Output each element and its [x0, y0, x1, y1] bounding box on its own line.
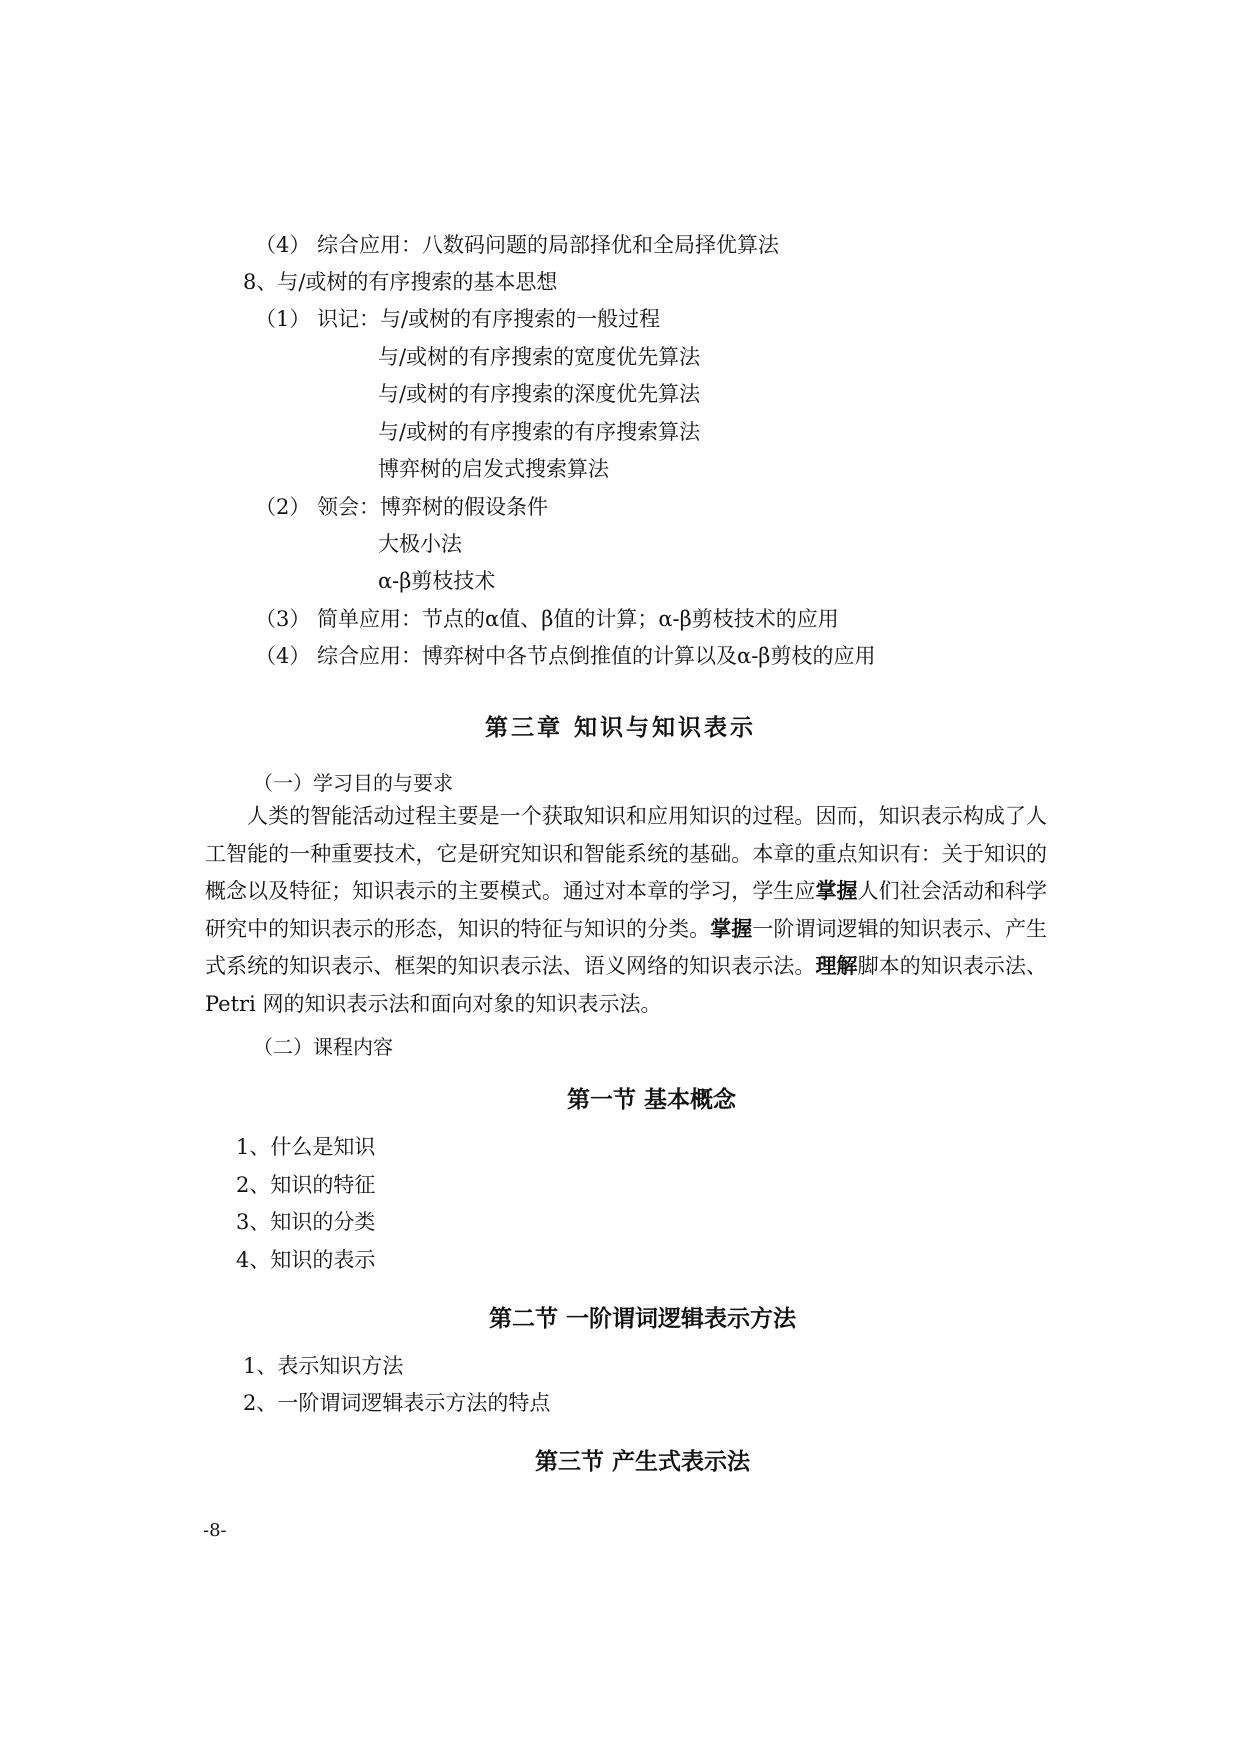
list-line: 与/或树的有序搜索的宽度优先算法	[378, 345, 701, 369]
list-line: （3） 简单应用：节点的α值、β值的计算；α-β剪枝技术的应用	[255, 607, 839, 631]
list-line: （4） 综合应用：八数码问题的局部择优和全局择优算法	[255, 233, 780, 257]
list-line: （1） 识记：与/或树的有序搜索的一般过程	[255, 307, 661, 331]
list-item: 3、知识的分类	[236, 1210, 376, 1234]
list-item: 2、知识的特征	[236, 1173, 376, 1197]
section-title: 第一节 基本概念	[566, 1086, 736, 1113]
list-line: 8、与/或树的有序搜索的基本思想	[243, 270, 558, 294]
subheading-content: （二）课程内容	[253, 1035, 393, 1059]
page-number: -8-	[203, 1520, 227, 1541]
intro-paragraph	[205, 798, 1047, 1024]
paragraph-text: 脚本的知识表示法、Petri 网的知识表示法和面向对象的知识表示法。	[205, 954, 1048, 1016]
list-line: 博弈树的启发式搜索算法	[378, 457, 609, 481]
list-line: 大极小法	[378, 532, 462, 556]
emphasis-master: 掌握	[710, 916, 753, 941]
subheading-goals: （一）学习目的与要求	[253, 771, 453, 795]
list-line: （2） 领会：博弈树的假设条件	[255, 495, 549, 519]
emphasis-understand: 理解	[815, 954, 858, 979]
emphasis-master: 掌握	[815, 879, 858, 904]
list-line: α-β剪枝技术	[378, 569, 496, 593]
list-item: 1、什么是知识	[236, 1135, 376, 1159]
list-item: 2、一阶谓词逻辑表示方法的特点	[243, 1391, 551, 1415]
section-title: 第二节 一阶谓词逻辑表示方法	[488, 1305, 796, 1332]
section-title: 第三节 产生式表示法	[534, 1448, 750, 1475]
paragraph-text: 人们社会活动和科学研究中的知识表示的形态，知识的特征与知识的分类。	[205, 879, 1048, 941]
list-line: 与/或树的有序搜索的深度优先算法	[378, 382, 701, 406]
list-item: 4、知识的表示	[236, 1248, 376, 1272]
paragraph-text: 一阶谓词逻辑的知识表示、产生式系统的知识表示、框架的知识表示法、语义网络的知识表示法。	[205, 916, 1048, 979]
chapter-title: 第三章 知识与知识表示	[484, 714, 756, 741]
list-line: （4） 综合应用：博弈树中各节点倒推值的计算以及α-β剪枝的应用	[255, 644, 876, 668]
list-line: 与/或树的有序搜索的有序搜索算法	[378, 420, 701, 444]
list-item: 1、表示知识方法	[243, 1354, 404, 1378]
paragraph-text: 人类的智能活动过程主要是一个获取知识和应用知识的过程。因而，知识表示构成了人工智能的一种重要技术，它是研究知识和智能系统的基础。本章的重点知识有：关于知识的概念以及特征；知识表示的主要模式。通过对本章的学习，学生应	[205, 804, 1047, 904]
